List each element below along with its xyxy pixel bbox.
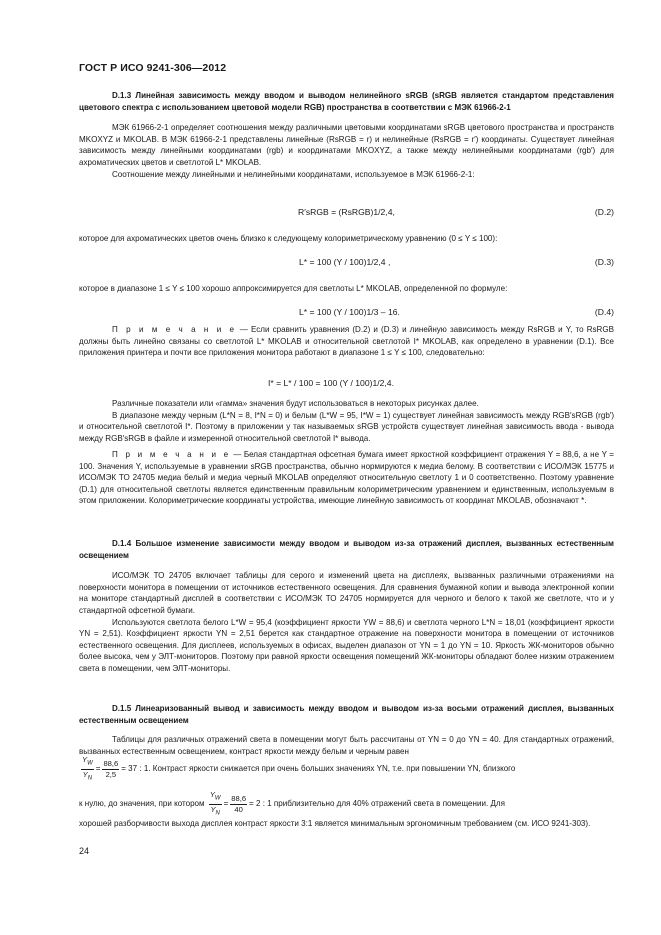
contrast-formula-line: $\frac{Y_W}{Y_N}$ = $\frac{88,6}{2,5}$ = 37 : 1. Контраст яркости снижается при очень больших значениях YN, т.е. при повышении YN, близкого (82, 755, 516, 782)
paragraph-block (79, 398, 614, 444)
section-heading: D.1.3 Линейная зависимость между вводом и выводом нелинейного sRGB (sRGB является стандартом представления цветового спектра с использованием цветовой модели RGB) пространства в соответствии с МЭК 61966-2-1 (79, 91, 614, 112)
section-d14 (79, 538, 614, 675)
fraction-numerator: 88,6 (231, 793, 247, 803)
note-text: — Белая стандартная офсетная бумага имеет яркостной коэффициент отражения Y = 88,6, а не Y = 100. Значения Y, используемые в уравнении sRGB пространства, обычно нормируются к медиа белому. В соответствии с ИСО/МЭК 15775 и ИСО/МЭК ТО 24705 медиа белый и медиа черный MKOLAB определяют относительную светлоту 1 и 0 соответственно. Поэтому уравнение (D.1) для относительной светлоты является единственным правильным колориметрическим уравнением и единственным, используемым в этом приложении. Колориметрические координаты устройства, имеющие линейную зависимость от координат MKOLAB, обозначают *. (79, 450, 614, 506)
paragraph: МЭК 61966-2-1 определяет соотношения между различными цветовыми координатами sRGB цветового пространства и пространств MKOXYZ и MKOLAB. В МЭК 61966-2-1 представлены линейные (RsRGB = r) и нелинейные (RsRGB = r′) координаты. Существует линейная зависимость между линейными координатами (rgb) и координатами MKOXYZ, а также между нелинейными координатами (rgb′) для ахроматических цветов и светлотой L* MKOLAB. (79, 123, 614, 167)
contrast-formula-line: к нулю, до значения, при котором $\frac{Y_W}{Y_N}$ = $\frac{88,6}{40}$ = 2 : 1 приблизительно для 40% отражений света в помещении. Для (79, 790, 505, 817)
paragraph: Таблицы для различных отражений света в помещении могут быть рассчитаны от YN = 0 до YN = 40. Для стандартных отражений, вызванных естественным освещением, контраст яркости между белым и черным равен (79, 735, 614, 756)
fraction-denominator: 40 (234, 804, 243, 814)
paragraph: В диапазоне между черным (L*N = 8, I*N = 0) и белым (L*W = 95, I*W = 1) существует линейная зависимость между RGB′sRGB (rgb′) и относительной светлотой I*. Поэтому в приложении у так называемых sRGB устройств существует линейная зависимость ввода - вывода между RGB′sRGB в файле и измеренной относительной светлотой I* вывода. (79, 410, 614, 443)
paragraph: хорошей разборчивости выхода дисплея контраст яркости 3:1 является минимальным эргономичным требованием (см. ИСО 9241-303). (79, 819, 591, 828)
fraction-values (102, 759, 119, 780)
note-label: П р и м е ч а н и е (112, 450, 231, 459)
equation-d3: L* = 100 (Y / 100)1/2,4 , (299, 257, 391, 267)
section-d13 (79, 90, 614, 180)
section-heading: D.1.4 Большое изменение зависимости между вводом и выводом из-за отражений дисплея, вызванных естественным освещением (79, 539, 614, 560)
fraction-values (230, 794, 247, 815)
page-number: 24 (79, 846, 90, 856)
section-d15 (79, 703, 614, 757)
paragraph: Различные показатели или «гамма» значения будут использоваться в некоторых рисунках далее. (112, 399, 479, 408)
paragraph-block (79, 818, 614, 830)
fraction-yw-yn: $\frac{Y_W}{Y_N}$ (82, 755, 93, 782)
equation-number: (D.2) (594, 207, 614, 217)
equation-number: (D.3) (594, 257, 614, 267)
note-block (79, 449, 614, 507)
paragraph: Используются светлота белого L*W = 95,4 (коэффициент яркости YW = 88,6) и светлота черного L*N = 18,01 (коэффициент яркости YN = 2,51). Коэффициент яркости YN = 2,51 берется как стандартное отражение на поверхности монитора в помещении от источников естественного освещения. Для дисплеев, используемых в офисах, выделен диапазон от YN = 1 до YN = 10. Яркость ЖК-мониторов обычно более высока, чем у ЭЛТ-мониторов. Поэтому при равной яркости освещения помещений ЖК-мониторы обладают более низким отражением света в помещении, чем ЭЛТ-мониторы. (79, 617, 614, 673)
equation-d4: L* = 100 (Y / 100)1/3 – 16. (299, 307, 400, 317)
fraction-yw-yn: $\frac{Y_W}{Y_N}$ (209, 790, 221, 817)
paragraph-block (79, 233, 614, 245)
equation-number: (D.4) (594, 307, 614, 317)
equation-relative-lightness: I* = L* / 100 = 100 (Y / 100)1/2,4. (268, 378, 394, 388)
section-heading: D.1.5 Линеаризованный вывод и зависимость между вводом и выводом из-за восьми отражений дисплея, вызванных естественным освещением (79, 704, 614, 725)
formula-text: к нулю, до значения, при котором (79, 799, 205, 809)
fraction-denominator: 2,5 (105, 769, 117, 779)
paragraph: которое в диапазоне 1 ≤ Y ≤ 100 хорошо аппроксимируется для светлоты L* MKOLAB, определенной по формуле: (79, 284, 508, 293)
paragraph: Соотношение между линейными и нелинейными координатами, используемое в МЭК 61966-2-1: (112, 169, 475, 179)
note-text: — Если сравнить уравнения (D.2) и (D.3) и линейную зависимость между RsRGB и Y, то RsRGB должны быть линейно связаны со светлотой L* MKOLAB и относительной светлотой I* MKOLAB, как определено в уравнении (D.1). Все приложения принтера и почти все приложения монитора работают в диапазоне 1 ≤ Y ≤ 100, следовательно: (79, 325, 614, 358)
standard-header: ГОСТ Р ИСО 9241-306—2012 (79, 62, 227, 74)
paragraph: ИСО/МЭК ТО 24705 включает таблицы для серого и изменений цвета на дисплеях, вызванных различными отражениями на поверхности монитора в помещении от источников естественного освещения. Для сравнения бумажной копии и вывода электронной копии на мониторе стандартный дисплей в соответствии с ИСО/МЭК ТО 24705 нормируется для черного и белого к такой же светлоте, что и у стандартной офсетной бумаги. (79, 571, 614, 615)
paragraph-block (79, 283, 614, 295)
fraction-numerator: 88,6 (103, 758, 119, 768)
formula-text: = 2 : 1 приблизительно для 40% отражений света в помещении. Для (249, 799, 505, 809)
paragraph: которое для ахроматических цветов очень близко к следующему колориметрическому уравнению (0 ≤ Y ≤ 100): (79, 234, 498, 243)
formula-text: = 37 : 1. Контраст яркости снижается при очень больших значениях YN, т.е. при повышении YN, близкого (121, 764, 516, 774)
note-block (79, 324, 614, 359)
equation-d2: R′sRGB = (RsRGB)1/2,4, (298, 207, 395, 217)
note-label: П р и м е ч а н и е (112, 325, 237, 334)
